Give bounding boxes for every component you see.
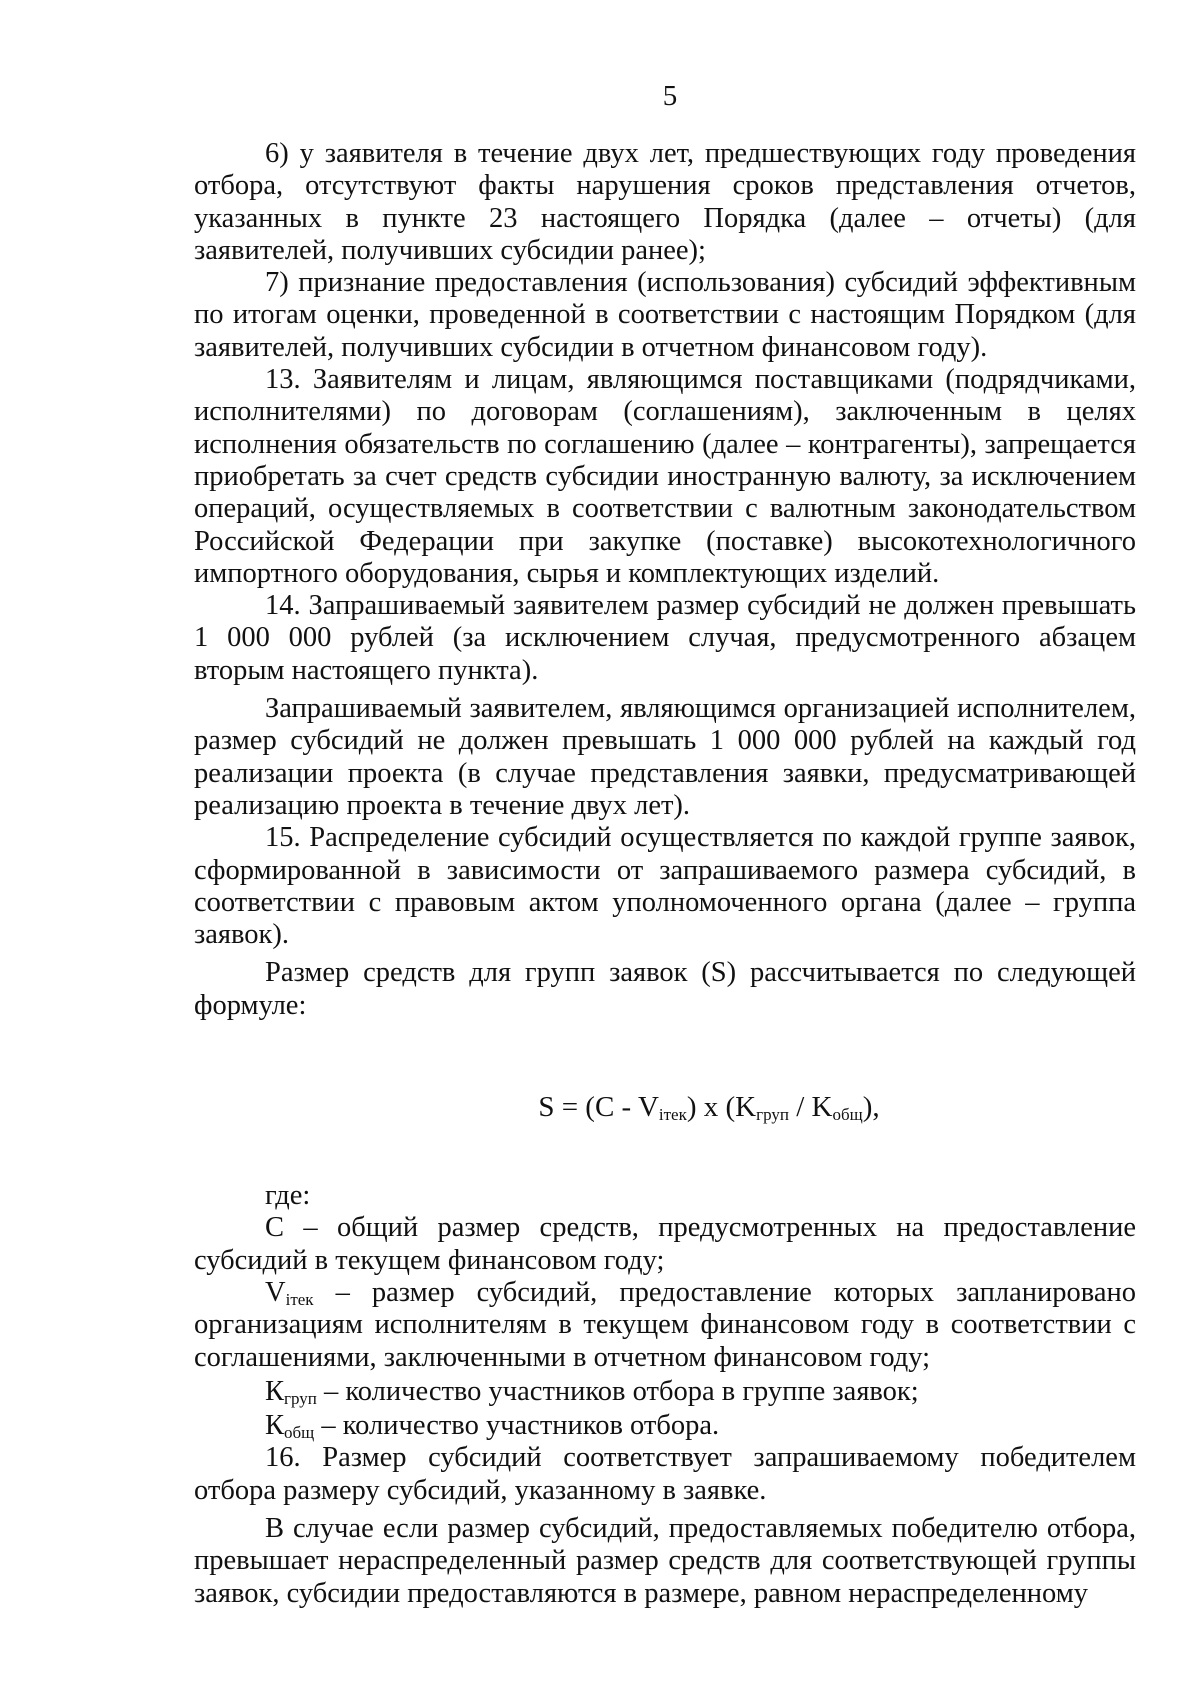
definition-k-total: $К_{общ}$ – количество участников отбора. bbox=[265, 1410, 720, 1443]
paragraph-item-7: 7) признание предоставления (использования) субсидий эффективным по итогам оценки, проведенной в соответствии с настоящим Порядком (для заявителей, получивших субсидии в отчетном финансовом году). bbox=[194, 267, 1136, 363]
definition-k-group: $К_{груп}$ – количество участников отбора в группе заявок; bbox=[265, 1375, 919, 1408]
paragraph-14: 14. Запрашиваемый заявителем размер субсидий не должен превышать 1 000 000 рублей (за исключением случая, предусмотренного абзацем вторым настоящего пункта). bbox=[194, 590, 1136, 686]
paragraph-15-formula-intro: Размер средств для групп заявок (S) рассчитывается по следующей формуле: bbox=[194, 957, 1136, 1021]
paragraph-13: 13. Заявителям и лицам, являющимся поставщиками (подрядчиками, исполнителями) по договорам (соглашениям), заключенным в целях исполнения обязательств по соглашению (далее – контрагенты), запрещается приобретать за счет средств субсидии иностранную валюту, за исключением операций, осуществляемых в соответствии с валютным законодательством Российской Федерации при закупке (поставке) высокотехнологичного импортного оборудования, сырья и комплектующих изделий. bbox=[194, 364, 1136, 589]
page-number: 5 bbox=[662, 80, 678, 112]
definition-c: С – общий размер средств, предусмотренных на предоставление субсидий в текущем финансовом году; bbox=[194, 1212, 1136, 1276]
subsidy-formula: $S = (C - V_{iтек})$ x $(K_{груп} / K_{общ})$, bbox=[538, 1091, 880, 1125]
paragraph-16: 16. Размер субсидий соответствует запрашиваемому победителем отбора размеру субсидий, указанному в заявке. bbox=[194, 1442, 1136, 1506]
paragraph-14-second: Запрашиваемый заявителем, являющимся организацией исполнителем, размер субсидий не должен превышать 1 000 000 рублей на каждый год реализации проекта (в случае представления заявки, предусматривающей реализацию проекта в течение двух лет). bbox=[194, 693, 1136, 821]
paragraph-16-second: В случае если размер субсидий, предоставляемых победителю отбора, превышает нераспределенный размер средств для соответствующей группы заявок, субсидии предоставляются в размере, равном нераспределенному bbox=[194, 1512, 1136, 1609]
document-body bbox=[194, 138, 1136, 1610]
where-label: где: bbox=[265, 1180, 311, 1212]
definition-v-itek: $V_{iтек}$ – размер субсидий, предоставление которых запланировано организациям исполнителям в текущем финансовом году в соответствии с соглашениями, заключенными в отчетном финансовом году; bbox=[194, 1276, 1136, 1373]
paragraph-item-6: 6) у заявителя в течение двух лет, предшествующих году проведения отбора, отсутствуют факты нарушения сроков представления отчетов, указанных в пункте 23 настоящего Порядка (далее – отчеты) (для заявителей, получивших субсидии ранее); bbox=[194, 138, 1136, 266]
paragraph-15: 15. Распределение субсидий осуществляется по каждой группе заявок, сформированной в зависимости от запрашиваемого размера субсидий, в соответствии с правовым актом уполномоченного органа (далее – группа заявок). bbox=[194, 822, 1136, 951]
